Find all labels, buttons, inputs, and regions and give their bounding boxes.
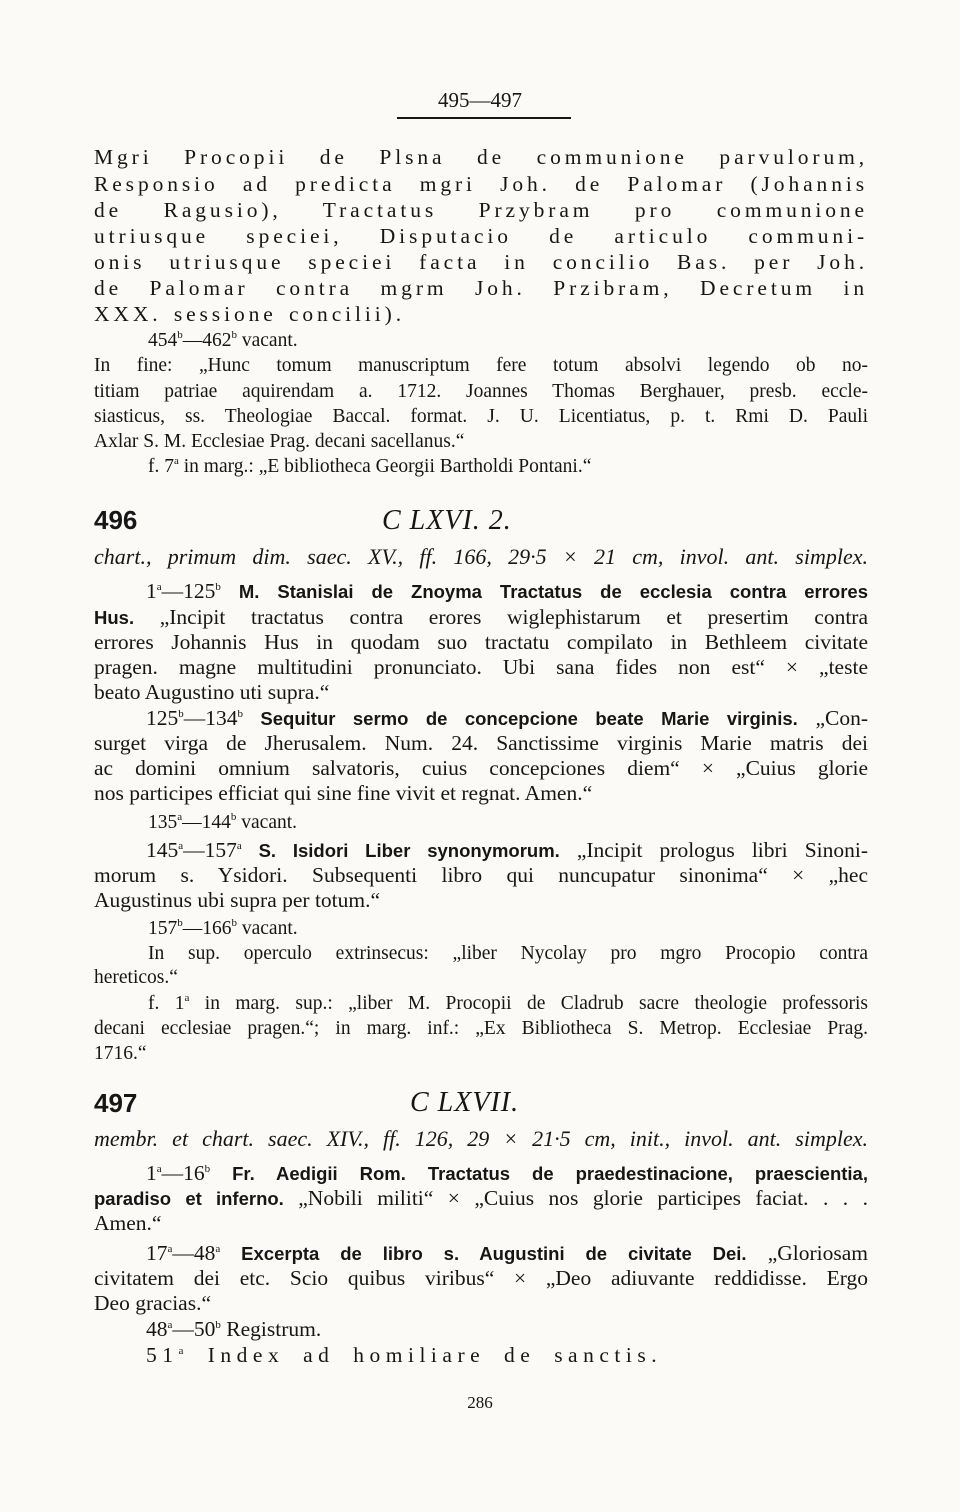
entry-495-in-fine-3: siasticus, ss. Theologiae Baccal. format. J. U. Licentiatus, p. t. Rmi D. Pauli bbox=[94, 406, 868, 427]
item-496-3-line-3: Augustinus ubi supra per totum.“ bbox=[94, 888, 381, 912]
item-497-2-head: 17$^a$—48$^a$ Excerpta de libro s. Augustini de civitate Dei. „Gloriosam bbox=[146, 1241, 868, 1265]
signature-497: C LXVII. bbox=[410, 1087, 520, 1118]
item-497-1-line-3: Amen.“ bbox=[94, 1211, 162, 1235]
description-497: membr. et chart. saec. XIV., ff. 126, 29 × 21·5 cm, init., invol. ant. simplex. bbox=[94, 1126, 868, 1151]
entry-number-497: 497 bbox=[94, 1088, 138, 1118]
header-rule bbox=[397, 117, 571, 119]
entry-495-line-6: de Palomar contra mgrm Joh. Przibram, Decretum in bbox=[94, 276, 868, 300]
item-497-2-line-2: civitatem dei etc. Scio quibus viribus“ × „Deo adiuvante reddidisse. Ergo bbox=[94, 1266, 868, 1290]
item-496-3-head: 145$^a$—157$^a$ S. Isidori Liber synonymorum. „Incipit prologus libri Sinoni- bbox=[146, 838, 869, 862]
item-496-1-line-5: beato Augustino uti supra.“ bbox=[94, 680, 330, 704]
entry-495-line-7: XXX. sessione concilii). bbox=[94, 302, 405, 326]
item-496-2-head: 125$^b$—134$^b$ Sequitur sermo de concepcione beate Marie virginis. „Con- bbox=[146, 706, 868, 730]
item-496-vacant-1: 135$^a$—144$^b$ vacant. bbox=[148, 811, 298, 833]
page-number: 286 bbox=[467, 1393, 493, 1412]
entry-495-in-fine-2: titiam patriae aquirendam a. 1712. Joannes Thomas Berghauer, presb. eccle- bbox=[94, 381, 868, 402]
entry-495-line-4: utriusque speciei, Disputacio de articulo communi- bbox=[94, 224, 868, 248]
item-497-2-line-3: Deo gracias.“ bbox=[94, 1291, 211, 1315]
item-497-1-line-2: paradiso et inferno. „Nobili militi“ × „Cuius nos glorie participes faciat. . . . bbox=[94, 1186, 869, 1210]
item-497-3: 48$^a$—50$^b$ Registrum. bbox=[146, 1317, 322, 1341]
entry-495-note: f. 7$^a$ in marg.: „E bibliotheca Georgii Bartholdi Pontani.“ bbox=[148, 455, 592, 477]
item-496-1-line-4: pragen. magne multitudini pronunciato. Ubi sana fides non est“ × „teste bbox=[94, 655, 868, 679]
entry-495-line-5: onis utriusque speciei facta in concilio Bas. per Joh. bbox=[94, 250, 868, 274]
signature-496: C LXVI. 2. bbox=[382, 505, 512, 536]
item-496-2-line-2: surget virga de Jherusalem. Num. 24. Sanctissime virginis Marie matris dei bbox=[94, 731, 868, 755]
entry-495-in-fine-1: In fine: „Hunc tomum manuscriptum fere totum absolvi legendo ob no- bbox=[94, 355, 868, 376]
item-496-note-2: f. 1$^a$ in marg. sup.: „liber M. Procopii de Cladrub sacre theologie professoris bbox=[148, 992, 868, 1014]
entry-number-496: 496 bbox=[94, 505, 138, 535]
item-496-2-line-4: nos participes efficiat qui sine fine vivit et regnat. Amen.“ bbox=[94, 781, 593, 805]
item-497-4: 51$^a$ Index ad homiliare de sanctis. bbox=[146, 1343, 663, 1367]
item-496-vacant-2: 157$^b$—166$^b$ vacant. bbox=[148, 917, 298, 939]
item-496-3-line-2: morum s. Ysidori. Subsequenti libro qui nuncupatur sinonima“ × „hec bbox=[94, 863, 868, 887]
item-496-note-2-last: 1716.“ bbox=[94, 1043, 147, 1064]
item-496-1-head: 1$^a$—125$^b$ M. Stanislai de Znoyma Tractatus de ecclesia contra errores bbox=[146, 579, 868, 603]
item-497-1-head: 1$^a$—16$^b$ Fr. Aedigii Rom. Tractatus de praedestinacione, praescientia, bbox=[146, 1161, 868, 1185]
running-title: 495—497 bbox=[438, 88, 522, 112]
item-496-note-1-last: hereticos.“ bbox=[94, 967, 178, 988]
item-496-1-line-2: Hus. „Incipit tractatus contra erores wiglephistarum et presertim contra bbox=[94, 605, 868, 629]
item-496-2-line-3: ac domini omnium salvatoris, cuius concepciones diem“ × „Cuius glorie bbox=[94, 756, 868, 780]
description-496: chart., primum dim. saec. XV., ff. 166, 29·5 × 21 cm, invol. ant. simplex. bbox=[94, 544, 868, 569]
entry-495-in-fine-4: Axlar S. M. Ecclesiae Prag. decani sacellanus.“ bbox=[94, 431, 465, 452]
entry-495-line-1: Mgri Procopii de Plsna de communione parvulorum, bbox=[94, 145, 868, 169]
item-496-note-2-cont: decani ecclesiae pragen.“; in marg. inf.: „Ex Bibliotheca S. Metrop. Ecclesiae Prag. bbox=[94, 1018, 868, 1039]
item-496-1-line-3: errores Johannis Hus in quodam suo tractatu compilato in Bethleem civitate bbox=[94, 630, 868, 654]
entry-495-line-2: Responsio ad predicta mgri Joh. de Palomar (Johannis bbox=[94, 172, 868, 196]
item-496-note-1: In sup. operculo extrinsecus: „liber Nycolay pro mgro Procopio contra bbox=[148, 943, 868, 964]
entry-495-vacant: 454$^b$—462$^b$ vacant. bbox=[148, 329, 298, 351]
entry-495-line-3: de Ragusio), Tractatus Przybram pro communione bbox=[94, 198, 868, 222]
